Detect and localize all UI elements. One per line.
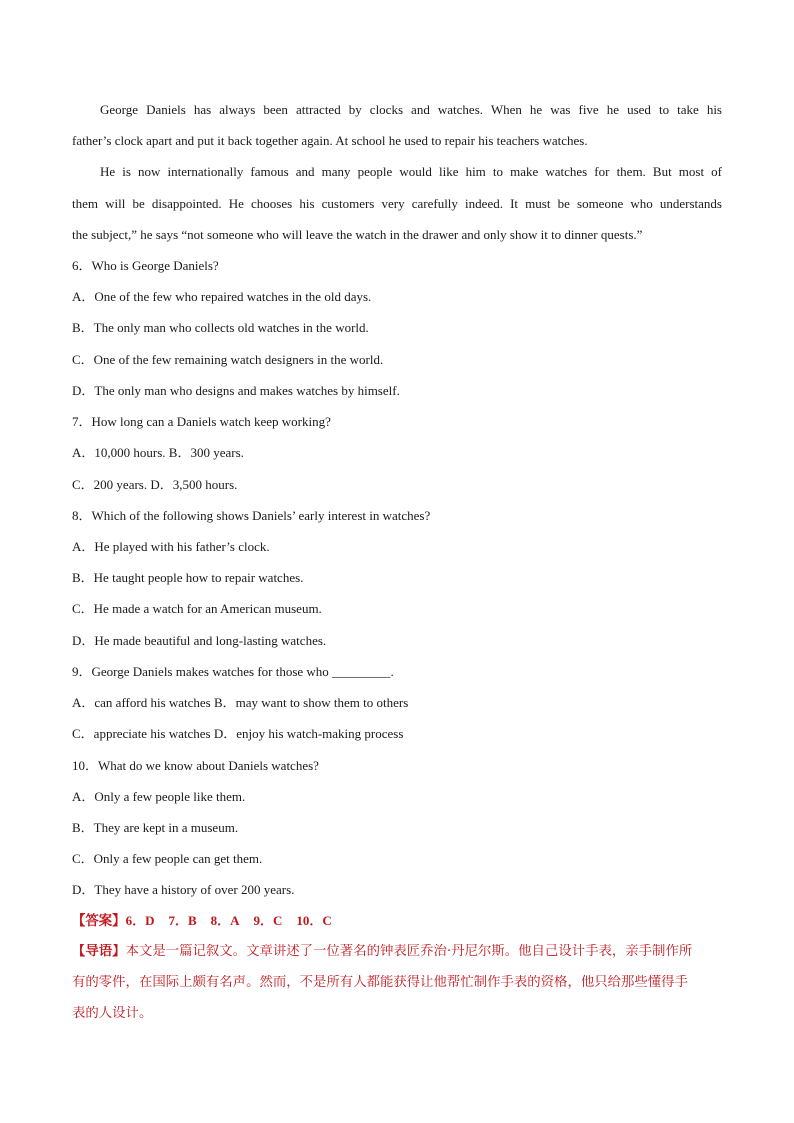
- question-8-option-d: D．He made beautiful and long-lasting watches.: [72, 633, 327, 648]
- question-8-option-a: A．He played with his father’s clock.: [72, 539, 270, 554]
- question-7-stem: 7．How long can a Daniels watch keep working?: [72, 414, 331, 429]
- question-6-stem: 6．Who is George Daniels?: [72, 258, 219, 273]
- answer-item: 10．C: [296, 913, 332, 928]
- question-6-option-a: A．One of the few who repaired watches in the old days.: [72, 289, 372, 304]
- question-8-option-b: B．He taught people how to repair watches.: [72, 570, 304, 585]
- passage-paragraph-1-line-2: father’s clock apart and put it back together again. At school he used to repair his teachers watches.: [72, 133, 588, 148]
- question-10-option-a: A．Only a few people like them.: [72, 789, 246, 804]
- question-10-option-d: D．They have a history of over 200 years.: [72, 882, 295, 897]
- question-7-options-ab: A．10,000 hours. B．300 years.: [72, 445, 244, 460]
- question-9-stem: 9．George Daniels makes watches for those who _________.: [72, 664, 394, 679]
- question-10-option-b: B．They are kept in a museum.: [72, 820, 239, 835]
- guide-text-1: 本文是一篇记叙文。文章讲述了一位著名的钟表匠乔治·丹尼尔斯。他自己设计手表，亲手制作所: [125, 944, 693, 959]
- question-9-options-cd: C．appreciate his watches D．enjoy his watch-making process: [72, 726, 404, 741]
- passage-paragraph-2-line-2: them will be disappointed. He chooses his customers very carefully indeed. It must be someone who understands: [72, 196, 722, 211]
- question-6-option-b: B．The only man who collects old watches in the world.: [72, 320, 369, 335]
- question-10-stem: 10．What do we know about Daniels watches?: [72, 758, 319, 773]
- guide-label: 【导语】: [72, 944, 126, 959]
- answer-item: 8．A: [210, 913, 240, 928]
- question-7-options-cd: C．200 years. D．3,500 hours.: [72, 477, 238, 492]
- question-6-option-d: D．The only man who designs and makes watches by himself.: [72, 383, 400, 398]
- answer-item: 7．B: [168, 913, 197, 928]
- answer-item: 6．D: [125, 913, 155, 928]
- question-10-option-c: C．Only a few people can get them.: [72, 851, 263, 866]
- guide-line-2: 有的零件，在国际上颇有名声。然而，不是所有人都能获得让他帮忙制作手表的资格，他只给那些懂得手: [72, 975, 688, 990]
- question-8-option-c: C．He made a watch for an American museum.: [72, 601, 322, 616]
- answer-label: 【答案】: [72, 914, 126, 929]
- answer-item: 9．C: [253, 913, 283, 928]
- guide-line-3: 表的人设计。: [72, 1006, 153, 1021]
- question-6-option-c: C．One of the few remaining watch designers in the world.: [72, 352, 384, 367]
- question-8-stem: 8．Which of the following shows Daniels’ early interest in watches?: [72, 508, 431, 523]
- passage-paragraph-1-line-1: George Daniels has always been attracted by clocks and watches. When he was five he used to take his: [100, 102, 722, 117]
- passage-paragraph-2-line-1: He is now internationally famous and many people would like him to make watches for them. But most of: [100, 164, 722, 179]
- passage-paragraph-2-line-3: the subject,” he says “not someone who will leave the watch in the drawer and only show it to dinner quests.”: [72, 227, 643, 242]
- question-9-options-ab: A．can afford his watches B．may want to show them to others: [72, 695, 409, 710]
- guide-line-1: [72, 944, 722, 960]
- answer-key: [72, 913, 722, 930]
